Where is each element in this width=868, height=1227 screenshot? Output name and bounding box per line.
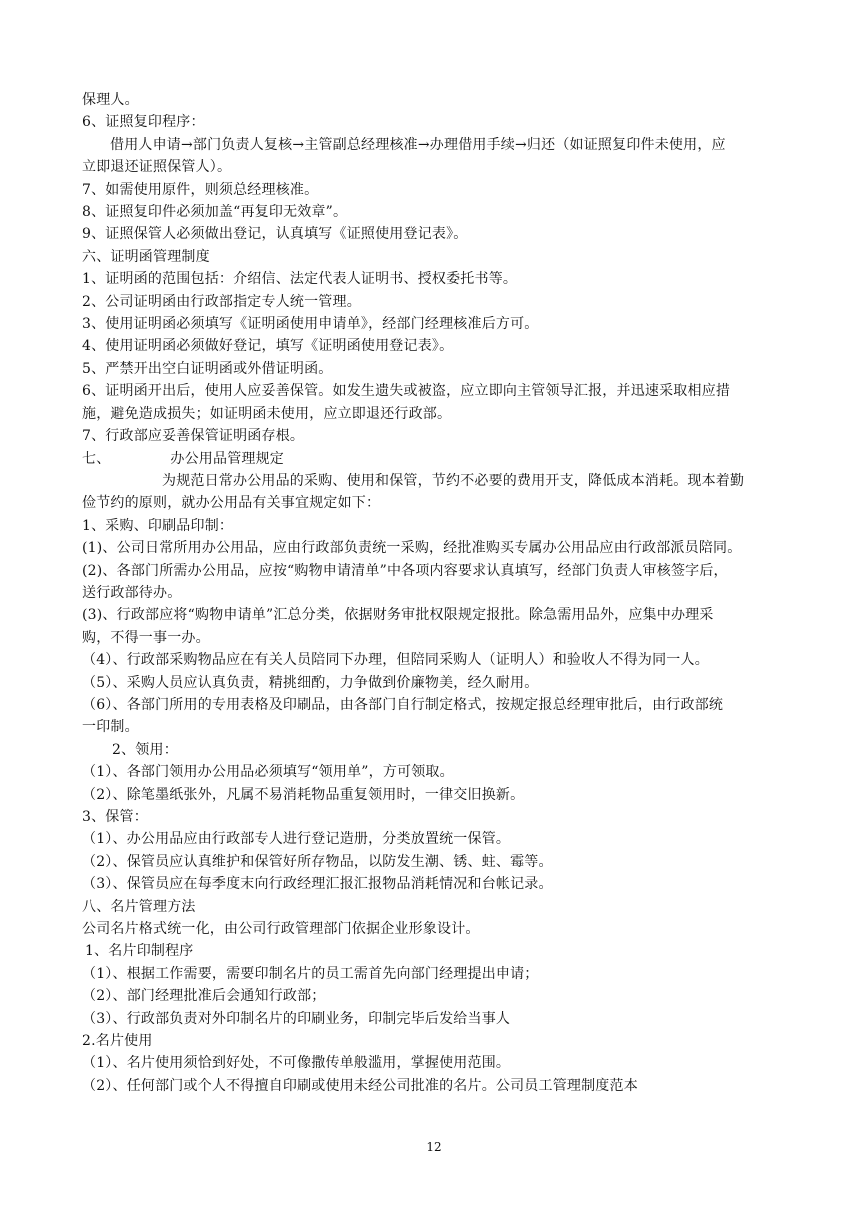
numbered-item: （3）、行政部负责对外印制名片的印刷业务，印制完毕后发给当事人 <box>82 1010 511 1027</box>
page-number: 12 <box>426 1140 442 1154</box>
numbered-item: 9、证照保管人必须做出登记，认真填写《证照使用登记表》。 <box>82 226 468 243</box>
numbered-item: 6、证照复印程序： <box>82 114 205 131</box>
section-heading <box>82 448 788 470</box>
numbered-item: 2、公司证明函由行政部指定专人统一管理。 <box>82 293 361 310</box>
numbered-item: （4）、行政部采购物品应在有关人员陪同下办理，但陪同采购人（证明人）和验收人不得为同一人。 <box>82 652 709 669</box>
section-number: 七、 <box>82 450 111 467</box>
subsection-heading: 1、采购、印刷品印制： <box>82 517 234 534</box>
numbered-item: （2）、除笔墨纸张外，凡属不易消耗物品重复领用时，一律交旧换新。 <box>82 786 525 803</box>
section-heading: 六、证明函管理制度 <box>82 248 210 265</box>
numbered-item: 7、如需使用原件，则须总经理核准。 <box>82 181 319 198</box>
numbered-item: （5）、采购人员应认真负责，精挑细酌，力争做到价廉物美，经久耐用。 <box>82 674 539 691</box>
numbered-item: (2)、各部门所需办公用品，应按“购物申请清单”中各项内容要求认真填写，经部门负责人审核签字后， <box>82 562 728 579</box>
body-line: 借用人申请→部门负责人复核→主管副总经理核准→办理借用手续→归还（如证照复印件未使用，应 <box>110 136 726 153</box>
subsection-heading: 1、名片印制程序 <box>85 943 194 960</box>
numbered-item: 1、证明函的范围包括：介绍信、法定代表人证明书、授权委托书等。 <box>82 271 518 288</box>
numbered-item: 3、使用证明函必须填写《证明函使用申请单》，经部门经理核准后方可。 <box>82 316 539 333</box>
numbered-item: (3)、行政部应将“购物申请单”汇总分类，依据财务审批权限规定报批。除急需用品外，应集中办理采 <box>82 607 714 624</box>
subsection-heading: 2.名片使用 <box>82 1033 153 1050</box>
numbered-item: 6、证明函开出后，使用人应妥善保管。如发生遗失或被盗，应立即向主管领导汇报，并迅速采取相应措 <box>82 383 731 400</box>
numbered-item: （2）、任何部门或个人不得擅自印刷或使用未经公司批准的名片。公司员工管理制度范本 <box>82 1077 638 1094</box>
numbered-item: （3）、保管员应在每季度末向行政经理汇报汇报物品消耗情况和台帐记录。 <box>82 876 553 893</box>
section-heading: 八、名片管理方法 <box>82 898 196 915</box>
body-line: 保理人。 <box>82 92 139 108</box>
body-line: 一印制。 <box>82 719 139 736</box>
body-line: 送行政部待办。 <box>82 584 182 601</box>
numbered-item: （1）、各部门领用办公用品必须填写“领用单”，方可领取。 <box>82 764 454 781</box>
body-line: 为规范日常办公用品的采购、使用和保管，节约不必要的费用开支，降低成本消耗。现本着勤 <box>162 472 745 489</box>
section-title: 办公用品管理规定 <box>170 450 285 467</box>
numbered-item: （2）、保管员应认真维护和保管好所存物品，以防发生潮、锈、蛀、霉等。 <box>82 853 553 870</box>
body-line: 立即退还证照保管人）。 <box>82 159 232 176</box>
body-line: 购，不得一事一办。 <box>82 629 210 646</box>
numbered-item: （2）、部门经理批准后会通知行政部； <box>82 988 326 1005</box>
numbered-item: （1）、名片使用须恰到好处，不可像撒传单般滥用，掌握使用范围。 <box>82 1055 511 1072</box>
numbered-item: 5、严禁开出空白证明函或外借证明函。 <box>82 360 333 377</box>
numbered-item: 4、使用证明函必须做好登记，填写《证明函使用登记表》。 <box>82 338 454 355</box>
body-line: 俭节约的原则，就办公用品有关事宜规定如下： <box>82 495 381 512</box>
body-line: 施，避免造成损失；如证明函未使用，应立即退还行政部。 <box>82 405 452 422</box>
subsection-heading: 2、领用： <box>112 741 178 758</box>
numbered-item: （1）、办公用品应由行政部专人进行登记造册，分类放置统一保管。 <box>82 831 511 848</box>
body-line: 公司名片格式统一化，由公司行政管理部门依据企业形象设计。 <box>82 921 480 938</box>
numbered-item: （1）、根据工作需要，需要印制名片的员工需首先向部门经理提出申请； <box>82 965 539 982</box>
document-body <box>82 89 788 1097</box>
numbered-item: 7、行政部应妥善保管证明函存根。 <box>82 428 305 445</box>
numbered-item: 8、证照复印件必须加盖“再复印无效章”。 <box>82 204 348 221</box>
numbered-item: (1)、公司日常所用办公用品，应由行政部负责统一采购，经批准购买专属办公用品应由行政部派员陪同。 <box>82 540 742 557</box>
subsection-heading: 3、保管： <box>82 809 148 825</box>
numbered-item: （6）、各部门所用的专用表格及印刷品，由各部门自行制定格式，按规定报总经理审批后，由行政部统 <box>82 696 724 713</box>
